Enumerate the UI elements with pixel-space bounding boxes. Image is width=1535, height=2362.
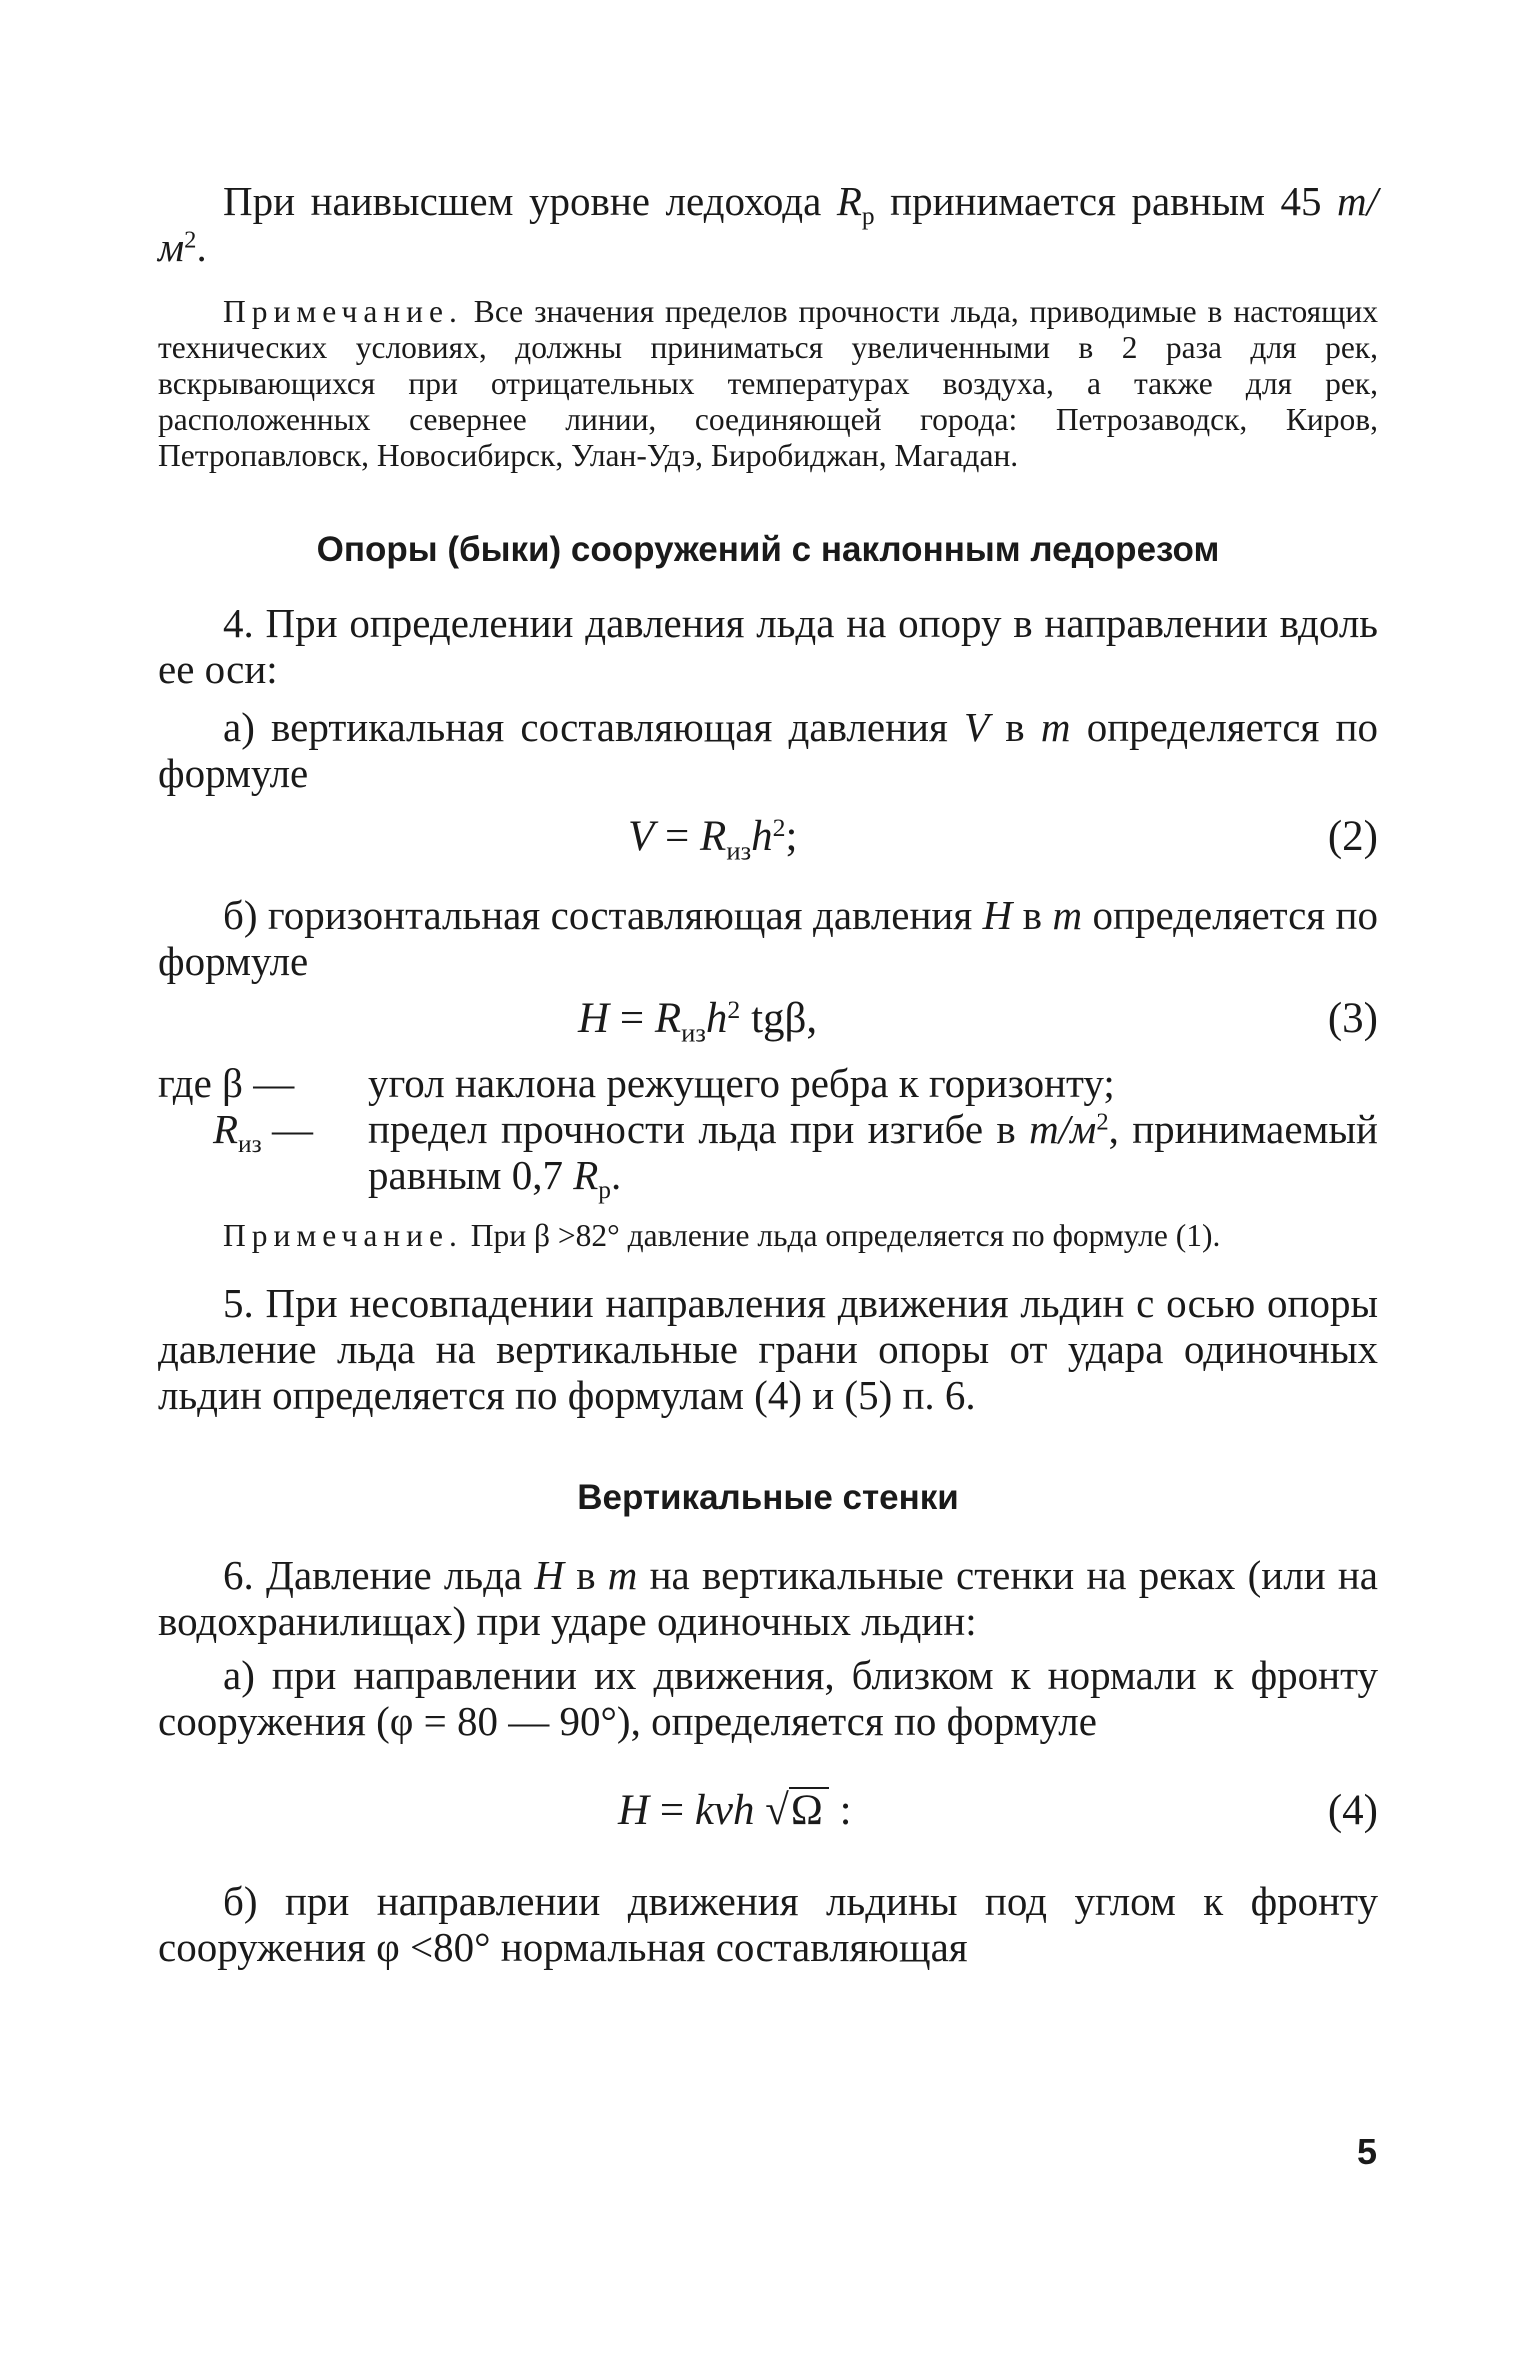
- formula-4: [158, 1786, 1378, 1838]
- note2-text: При β >82° давление льда определяется по формуле (1).: [462, 1218, 1221, 1253]
- note1-text: Все значения пределов прочности льда, приводимые в настоящих технических условиях, должны приниматься увеличенными в 2 раза для рек, вскрывающихся при отрицательных температурах воздуха, а также для рек, расположенных севернее линии, соединяющей города: Петрозаводск, Киров, Петропавловск, Новосибирск, Улан-Удэ, Биробиджан, Магадан.: [158, 294, 1378, 473]
- f4-end: :: [828, 1787, 852, 1834]
- formula-4-expression: [618, 1786, 852, 1835]
- f4-kvh: kvh: [694, 1787, 755, 1834]
- paragraph-5: 5. При несовпадении направления движения льдин с осью опоры давление льда на вертикальные грани опоры от удара одиночных льдин определяется по формулам (4) и (5) п. 6.: [158, 1280, 1378, 1418]
- formula-2-expression: [628, 812, 798, 866]
- paragraph-6b: б) при направлении движения льдины под углом к фронту сооружения φ <80° нормальная составляющая: [158, 1878, 1378, 1970]
- page-number: 5: [1357, 2131, 1378, 2172]
- p1-text-a: При наивысшем уровне ледохода: [223, 178, 837, 224]
- where-r-sub: из: [238, 1129, 262, 1158]
- where-r-letter: R: [213, 1106, 239, 1152]
- p1-unit: т/м: [158, 178, 1379, 270]
- p1-text-b: принимается равным 45: [874, 178, 1338, 224]
- p4a-unit: т: [1040, 704, 1071, 750]
- where-beta-text: угол наклона режущего ребра к горизонту;: [368, 1060, 1115, 1106]
- where-clause: [158, 1060, 1378, 1204]
- page-body: [158, 178, 1378, 1970]
- f4-radical: √Ω: [765, 1787, 829, 1834]
- formula-3-number: (3): [1327, 995, 1378, 1042]
- where-r-end: .: [611, 1152, 622, 1198]
- p1-symbol: R: [836, 178, 862, 224]
- f4-radicand: Ω: [789, 1787, 829, 1832]
- note-beta: [158, 1218, 1378, 1254]
- paragraph-6: [158, 1552, 1378, 1644]
- note1-label: Примечание.: [223, 294, 463, 329]
- p4b-symbol: H: [982, 892, 1013, 938]
- p6-unit: т: [607, 1552, 638, 1598]
- p6-text-b: в: [563, 1552, 608, 1598]
- note2-label: Примечание.: [223, 1218, 463, 1253]
- formula-2-number: (2): [1327, 813, 1378, 860]
- p4b-text-c: определяется по формуле: [158, 892, 1379, 984]
- f2-R-sub: из: [726, 835, 752, 866]
- p4b-unit: т: [1052, 892, 1083, 938]
- section-heading-piers: Опоры (быки) сооружений с наклонным ледорезом: [316, 530, 1220, 569]
- where-r-dash: —: [261, 1106, 313, 1152]
- p4a-symbol: V: [964, 704, 990, 750]
- paragraph-ice-drift: [158, 178, 1378, 270]
- p1-symbol-sub: р: [861, 201, 875, 230]
- p6-text-a: 6. Давление льда: [223, 1552, 535, 1598]
- f2-R: R: [700, 813, 727, 860]
- f3-h: h: [705, 995, 728, 1042]
- where-r-text-a: предел прочности льда при изгибе в: [368, 1106, 1030, 1152]
- where-r-text: [368, 1106, 1378, 1204]
- p4a-text-c: определяется по формуле: [158, 704, 1378, 796]
- f4-eq: =: [649, 1787, 695, 1834]
- p1-unit-sup: 2: [184, 226, 197, 254]
- paragraph-4: 4. При определении давления льда на опору в направлении вдоль ее оси:: [158, 600, 1378, 692]
- p4a-text-a: а) вертикальная составляющая давления: [223, 704, 965, 750]
- section-heading-walls: Вертикальные стенки: [577, 1478, 959, 1517]
- paragraph-4a: [158, 704, 1378, 796]
- where-r-unit-sup: 2: [1096, 1108, 1109, 1136]
- f2-h-sup: 2: [772, 812, 786, 842]
- f3-eq: =: [609, 995, 655, 1042]
- f3-lhs: H: [578, 995, 610, 1042]
- formula-3: [158, 994, 1378, 1046]
- where-row-r: [158, 1106, 1378, 1204]
- paragraph-4b: [158, 892, 1378, 984]
- f3-h-sup: 2: [727, 994, 741, 1024]
- f3-R: R: [654, 995, 682, 1042]
- formula-4-number: (4): [1327, 1787, 1378, 1834]
- where-r-unit: т/м: [1029, 1106, 1097, 1152]
- p4b-text-a: б) горизонтальная составляющая давления: [223, 892, 983, 938]
- f2-h: h: [751, 813, 773, 860]
- p1-end: .: [196, 224, 207, 270]
- note-strength-values: [158, 294, 1378, 474]
- formula-2: [158, 812, 1378, 864]
- p6-symbol: H: [534, 1552, 564, 1598]
- where-r-text-b: , принимаемый равным 0,7: [368, 1106, 1378, 1198]
- where-row-beta: [158, 1060, 1378, 1106]
- formula-3-expression: [578, 994, 818, 1048]
- p4b-text-b: в: [1012, 892, 1053, 938]
- f2-end: ;: [785, 813, 798, 860]
- where-r-R-sub: р: [598, 1175, 611, 1204]
- p6-text-c: на вертикальные стенки на реках (или на водохранилищах) при ударе одиночных льдин:: [158, 1552, 1378, 1644]
- p4a-text-b: в: [989, 704, 1041, 750]
- f3-rest: tgβ,: [740, 995, 818, 1042]
- f3-R-sub: из: [681, 1017, 706, 1048]
- f2-lhs: V: [628, 813, 655, 860]
- f2-eq: =: [654, 813, 701, 860]
- where-r-R: R: [573, 1152, 599, 1198]
- where-beta-symbol: где β —: [158, 1060, 295, 1106]
- where-r-symbol: [158, 1106, 368, 1198]
- f4-lhs: H: [618, 1787, 650, 1834]
- paragraph-6a: а) при направлении их движения, близком к нормали к фронту сооружения (φ = 80 — 90°), определяется по формуле: [158, 1652, 1378, 1744]
